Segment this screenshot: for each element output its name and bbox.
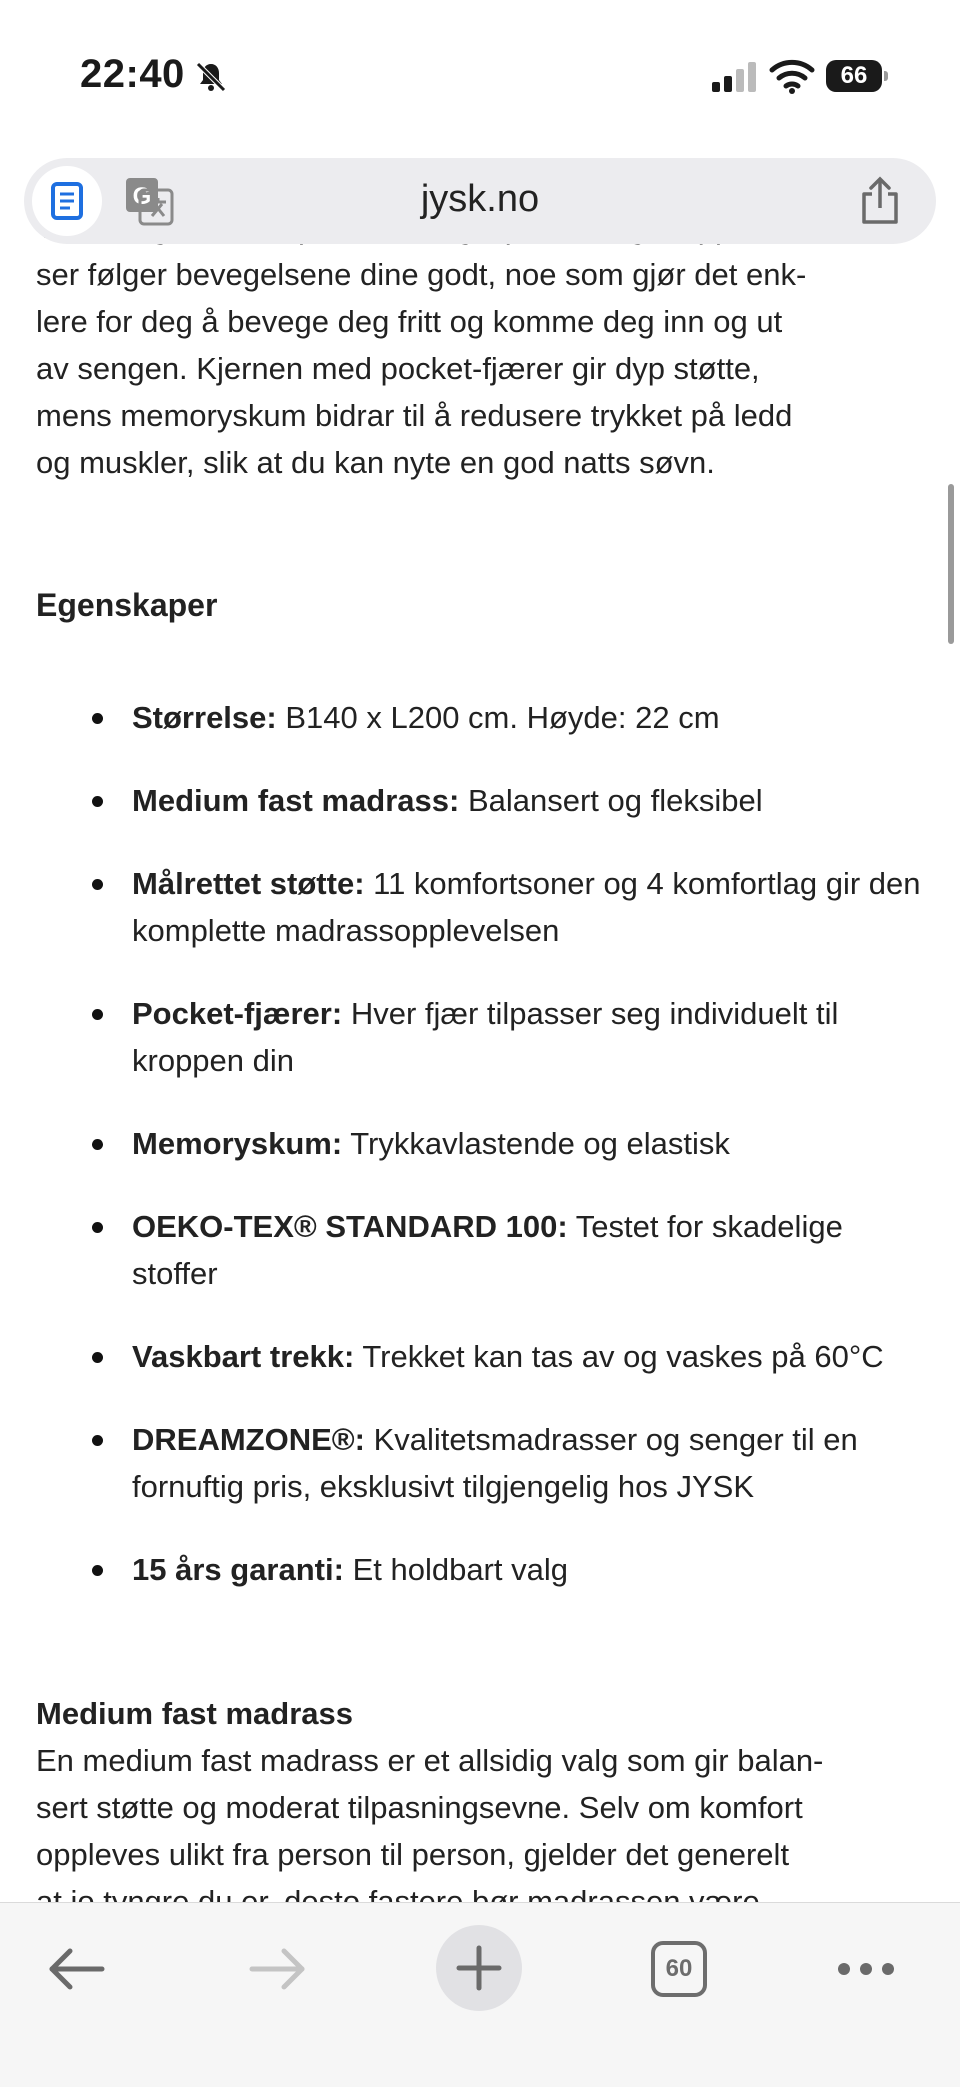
feature-text: Kvalitetsmadrasser og senger til en fornuftig pris, eksklusivt tilgjengelig hos JYSK — [132, 1422, 858, 1504]
medium-line: sert støtte og moderat tilpasningsevne. Selv om komfort — [36, 1790, 803, 1825]
arrow-left-icon — [46, 1947, 106, 1991]
intro-line: av sengen. Kjernen med pocket-fjærer gir dyp støtte, — [36, 351, 760, 386]
feature-text: B140 x L200 cm. Høyde: 22 cm — [285, 700, 720, 735]
scroll-indicator[interactable] — [948, 484, 954, 644]
more-button[interactable] — [836, 1921, 896, 2017]
feature-label: Størrelse: — [132, 700, 277, 735]
feature-item — [36, 1416, 924, 1510]
feature-label: 15 års garanti: — [132, 1552, 344, 1587]
feature-item — [36, 860, 924, 954]
medium-line: oppleves ulikt fra person til person, gjelder det generelt — [36, 1837, 790, 1872]
feature-item — [36, 694, 924, 741]
feature-text: Hver fjær tilpasser seg individuelt til kroppen din — [132, 996, 839, 1078]
feature-label: Medium fast madrass: — [132, 783, 460, 818]
feature-text: Balansert og fleksibel — [467, 783, 763, 818]
intro-line: og muskler, slik at du kan nyte en god natts søvn. — [36, 445, 715, 480]
feature-item — [36, 1546, 924, 1593]
bell-muted-icon — [194, 60, 228, 94]
arrow-right-icon — [248, 1947, 308, 1991]
feature-item — [36, 990, 924, 1084]
feature-item — [36, 1120, 924, 1167]
url-text[interactable]: jysk.no — [420, 178, 540, 220]
feature-label: DREAMZONE®: — [132, 1422, 365, 1457]
svg-text:G: G — [132, 183, 152, 210]
battery-icon — [826, 60, 888, 92]
intro-line: ser følger bevegelsene dine godt, noe som gjør det enk- — [36, 257, 807, 292]
feature-text: Trykkavlastende og elastisk — [350, 1126, 730, 1161]
new-tab-button[interactable] — [436, 1925, 522, 2011]
medium-section — [36, 1690, 924, 1925]
feature-text: 11 komfortsoner og 4 komfortlag gir den komplette madrassopplevelsen — [132, 866, 921, 948]
feature-item — [36, 1333, 924, 1380]
browser-toolbar — [0, 1902, 960, 2087]
intro-paragraph — [36, 204, 924, 486]
battery-level: 66 — [826, 60, 882, 92]
intro-line: lere for deg å bevege deg fritt og komme deg inn og ut — [36, 304, 783, 339]
wifi-icon — [770, 58, 814, 94]
feature-label: Vaskbart trekk: — [132, 1339, 355, 1374]
tab-count: 60 — [651, 1941, 707, 1997]
address-bar[interactable] — [24, 158, 936, 244]
features-heading: Egenskaper — [36, 587, 218, 623]
back-button[interactable] — [40, 1921, 112, 2017]
page-content — [0, 250, 960, 1902]
status-bar — [0, 0, 960, 150]
more-dots-icon — [837, 1962, 895, 1976]
feature-item — [36, 1203, 924, 1297]
tabs-button[interactable] — [648, 1921, 710, 2017]
feature-label: OEKO-TEX® STANDARD 100: — [132, 1209, 568, 1244]
feature-text: Testet for skadelige stoffer — [132, 1209, 843, 1291]
intro-line: mens memoryskum bidrar til å redusere trykket på ledd — [36, 398, 793, 433]
feature-text: Et holdbart valg — [352, 1552, 568, 1587]
plus-icon — [456, 1945, 502, 1991]
feature-item — [36, 777, 924, 824]
feature-label: Pocket-fjærer: — [132, 996, 343, 1031]
features-list — [36, 694, 924, 1629]
feature-text: Trekket kan tas av og vaskes på 60°C — [362, 1339, 884, 1374]
feature-label: Målrettet støtte: — [132, 866, 365, 901]
medium-line: En medium fast madrass er et allsidig valg som gir balan- — [36, 1743, 824, 1778]
forward-button[interactable] — [242, 1921, 314, 2017]
feature-label: Memoryskum: — [132, 1126, 343, 1161]
cellular-signal-icon — [712, 62, 758, 92]
medium-heading: Medium fast madrass — [36, 1696, 353, 1731]
status-time: 22:40 — [80, 52, 185, 96]
share-icon[interactable] — [858, 176, 902, 226]
